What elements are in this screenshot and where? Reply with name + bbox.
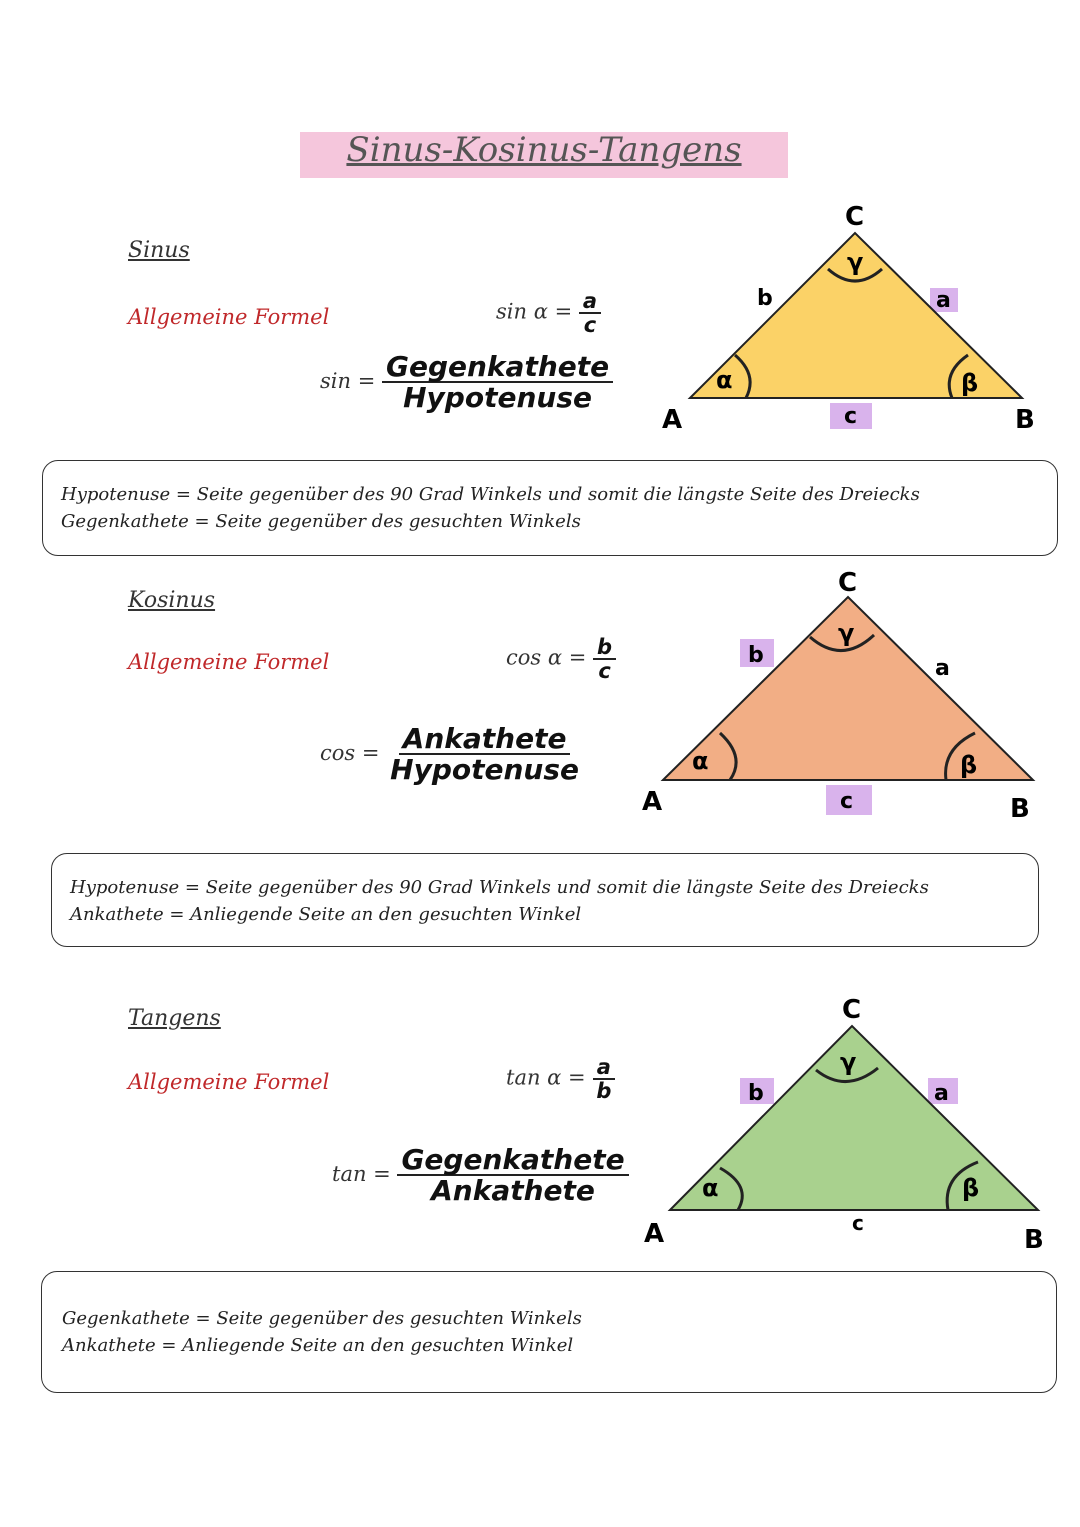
word-formula-tangens: tan = $\frac{\text{Gegenkathete}}{\text{Ankathete}}$ bbox=[332, 1145, 629, 1206]
side-label-b: b bbox=[748, 1081, 764, 1106]
section-heading-kosinus: Kosinus bbox=[128, 588, 216, 613]
alpha-symbol: α bbox=[533, 299, 548, 324]
func-name: sin bbox=[496, 299, 528, 324]
side-label-a: a bbox=[935, 656, 950, 681]
fraction-numerator: a bbox=[593, 1056, 615, 1080]
box-line: Gegenkathete = Seite gegenüber des gesuchten Winkels bbox=[61, 511, 581, 532]
side-label-c: c bbox=[844, 404, 858, 429]
short-fraction bbox=[579, 290, 601, 336]
fraction-denominator: c bbox=[598, 659, 611, 684]
triangle-diagram-kosinus bbox=[630, 565, 1055, 830]
formula-label-tangens: Allgemeine Formel bbox=[128, 1070, 330, 1094]
fraction-numerator: b bbox=[593, 636, 616, 660]
word-numerator: Gegenkathete bbox=[382, 352, 613, 383]
info-box-sinus bbox=[42, 460, 1058, 556]
vertex-label-c: C bbox=[838, 568, 858, 598]
word-fraction bbox=[397, 1145, 628, 1206]
word-numerator: Ankathete bbox=[399, 724, 571, 755]
triangle-diagram-sinus bbox=[650, 195, 1060, 440]
triangle-diagram-tangens bbox=[630, 990, 1055, 1255]
func-name: cos bbox=[320, 740, 356, 765]
short-fraction bbox=[592, 1056, 615, 1102]
func-name: sin bbox=[320, 368, 352, 393]
angle-label-alpha: α bbox=[692, 747, 709, 775]
box-line: Hypotenuse = Seite gegenüber des 90 Grad Winkels und somit die längste Seite des Dreiecks bbox=[61, 484, 920, 505]
vertex-label-b: B bbox=[1015, 405, 1035, 435]
func-name: tan bbox=[506, 1065, 541, 1090]
info-box-tangens bbox=[41, 1271, 1057, 1393]
angle-label-beta: β bbox=[960, 751, 978, 779]
vertex-label-b: B bbox=[1010, 794, 1030, 824]
vertex-label-b: B bbox=[1024, 1225, 1044, 1255]
angle-label-beta: β bbox=[962, 1174, 980, 1202]
word-formula-kosinus: cos = $\frac{\text{Ankathete}}{\text{Hypotenuse}}$ bbox=[320, 724, 583, 785]
angle-label-gamma: γ bbox=[847, 248, 864, 276]
word-numerator: Gegenkathete bbox=[397, 1145, 628, 1176]
box-line: Ankathete = Anliegende Seite an den gesuchten Winkel bbox=[62, 1335, 574, 1356]
fraction-numerator: a bbox=[579, 290, 601, 314]
word-fraction bbox=[386, 724, 583, 785]
angle-label-beta: β bbox=[961, 369, 979, 397]
info-box-kosinus bbox=[51, 853, 1039, 947]
vertex-label-c: C bbox=[845, 202, 865, 232]
alpha-symbol: α bbox=[547, 645, 563, 670]
vertex-label-a: A bbox=[644, 1219, 665, 1249]
angle-label-alpha: α bbox=[702, 1174, 719, 1202]
short-formula-kosinus: cos α = $\frac{b}{c}$ bbox=[506, 636, 616, 682]
angle-label-gamma: γ bbox=[840, 1048, 857, 1076]
formula-label-kosinus: Allgemeine Formel bbox=[128, 650, 330, 674]
word-denominator: Hypotenuse bbox=[390, 753, 580, 787]
short-fraction bbox=[593, 636, 616, 682]
section-heading-sinus: Sinus bbox=[128, 238, 190, 263]
short-formula-tangens: tan α = $\frac{a}{b}$ bbox=[506, 1056, 615, 1102]
fraction-denominator: c bbox=[583, 313, 597, 338]
page-title: Sinus-Kosinus-Tangens bbox=[346, 130, 742, 170]
side-label-c: c bbox=[852, 1211, 864, 1235]
box-line: Gegenkathete = Seite gegenüber des gesuchten Winkels bbox=[62, 1308, 582, 1329]
angle-label-gamma: γ bbox=[838, 619, 855, 647]
box-line: Hypotenuse = Seite gegenüber des 90 Grad Winkels und somit die längste Seite des Dreiecks bbox=[70, 877, 929, 898]
formula-label-sinus: Allgemeine Formel bbox=[128, 305, 330, 329]
vertex-label-c: C bbox=[842, 995, 862, 1025]
word-formula-sinus: sin = $\frac{\text{Gegenkathete}}{\text{Hypotenuse}}$ bbox=[320, 352, 613, 413]
side-label-b: b bbox=[748, 643, 764, 668]
angle-label-alpha: α bbox=[716, 366, 733, 394]
side-label-a: a bbox=[936, 288, 951, 313]
side-label-a: a bbox=[934, 1081, 949, 1106]
short-formula-sinus: sin α = $\frac{a}{c}$ bbox=[496, 290, 601, 336]
word-fraction bbox=[382, 352, 613, 413]
func-name: tan bbox=[332, 1161, 367, 1186]
fraction-denominator: b bbox=[596, 1079, 612, 1104]
word-denominator: Ankathete bbox=[431, 1174, 595, 1208]
side-label-c: c bbox=[840, 789, 854, 814]
func-name: cos bbox=[506, 645, 542, 670]
box-line: Ankathete = Anliegende Seite an den gesuchten Winkel bbox=[70, 904, 582, 925]
word-denominator: Hypotenuse bbox=[403, 381, 592, 415]
vertex-label-a: A bbox=[662, 405, 683, 435]
section-heading-tangens: Tangens bbox=[128, 1006, 221, 1031]
alpha-symbol: α bbox=[547, 1065, 562, 1090]
vertex-label-a: A bbox=[642, 787, 663, 817]
side-label-b: b bbox=[757, 286, 773, 311]
